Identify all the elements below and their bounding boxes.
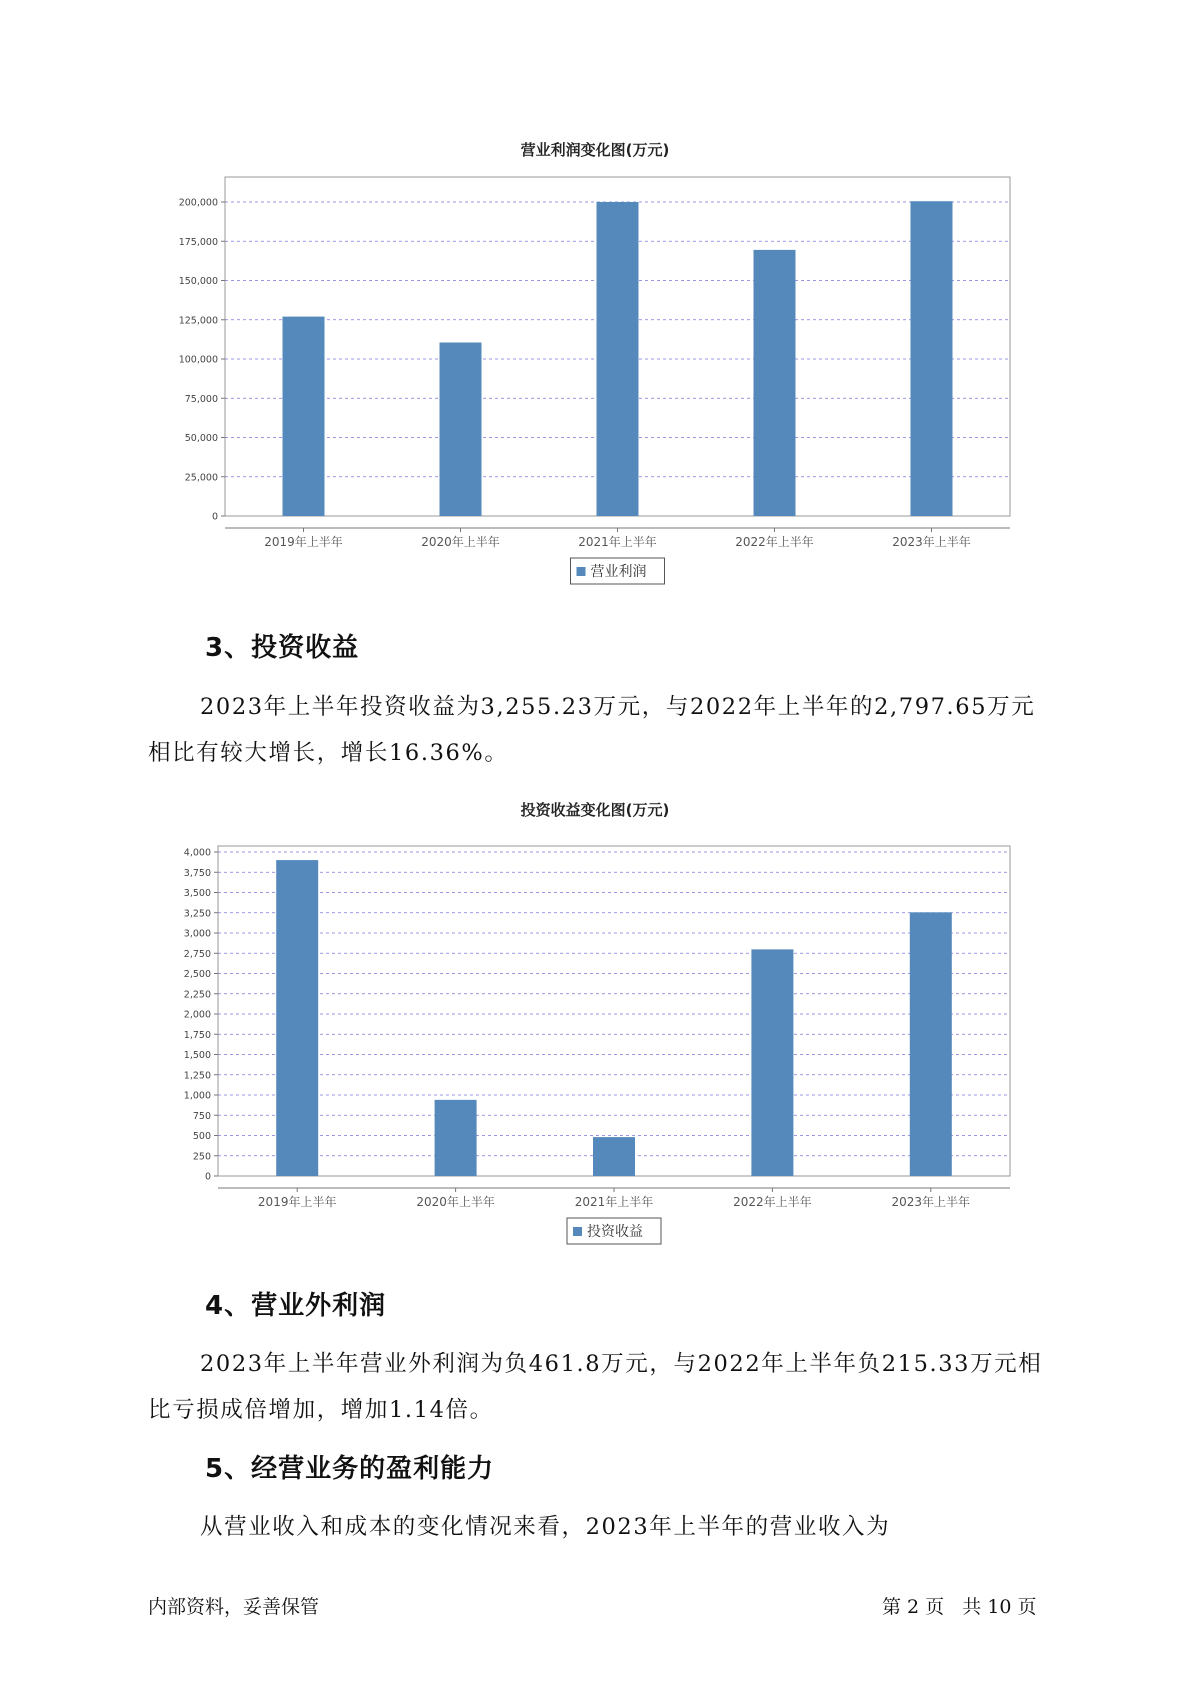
y-tick-label: 3,250 <box>183 908 211 920</box>
legend-swatch <box>573 1227 582 1236</box>
y-tick-label: 2,750 <box>183 948 211 960</box>
y-tick-label: 3,000 <box>183 928 211 940</box>
y-tick-label: 3,750 <box>183 867 211 879</box>
operating-profit-chart <box>0 130 1191 600</box>
footer-page-number: 第 2 页 共 10 页 <box>882 1596 1037 1618</box>
y-tick-label: 1,750 <box>183 1029 211 1041</box>
bar <box>283 317 325 516</box>
investment-income-chart-svg <box>0 790 1191 1260</box>
y-tick-label: 200,000 <box>178 197 218 209</box>
bar <box>751 949 793 1176</box>
x-tick-label: 2023年上半年 <box>892 535 971 549</box>
investment-income-chart <box>0 790 1191 1260</box>
y-tick-label: 750 <box>192 1110 211 1122</box>
bar <box>440 343 482 516</box>
bar <box>911 201 953 516</box>
legend-label: 营业利润 <box>590 564 647 580</box>
legend-swatch <box>577 567 586 576</box>
chart-title: 营业利润变化图(万元) <box>520 141 670 159</box>
x-tick-label: 2020年上半年 <box>421 535 500 549</box>
y-tick-label: 0 <box>204 1171 211 1183</box>
y-tick-label: 25,000 <box>184 472 218 484</box>
footer-confidential-note: 内部资料，妥善保管 <box>148 1596 320 1618</box>
x-tick-label: 2022年上半年 <box>733 1195 812 1209</box>
section-paragraph-non-operating-profit: 2023年上半年营业外利润为负461.8万元，与2022年上半年负215.33万元相比亏损成倍增加，增加1.14倍。 <box>148 1351 1043 1423</box>
y-tick-label: 3,500 <box>183 888 211 899</box>
chart-title: 投资收益变化图(万元) <box>520 801 670 819</box>
x-tick-label: 2019年上半年 <box>264 535 343 549</box>
bar <box>593 1137 635 1176</box>
y-tick-label: 175,000 <box>178 236 218 248</box>
bar <box>276 860 318 1176</box>
y-tick-label: 150,000 <box>178 276 218 287</box>
bar <box>435 1100 477 1176</box>
bar <box>597 202 639 516</box>
section-heading-non-operating-profit: 4、营业外利润 <box>205 1291 387 1321</box>
y-tick-label: 0 <box>211 511 218 523</box>
y-tick-label: 4,000 <box>183 847 211 859</box>
section-heading-profitability: 5、经营业务的盈利能力 <box>205 1454 495 1484</box>
bar <box>754 250 796 516</box>
x-tick-label: 2021年上半年 <box>578 535 657 549</box>
x-tick-label: 2019年上半年 <box>257 1195 337 1209</box>
operating-profit-chart-svg <box>0 130 1191 600</box>
y-tick-label: 2,000 <box>183 1009 211 1021</box>
y-tick-label: 2,250 <box>183 989 211 1001</box>
legend-label: 投资收益 <box>587 1224 643 1240</box>
y-tick-label: 2,500 <box>183 969 211 980</box>
section-paragraph-profitability: 从营业收入和成本的变化情况来看，2023年上半年的营业收入为 <box>200 1514 891 1540</box>
x-tick-label: 2020年上半年 <box>416 1195 495 1209</box>
y-tick-label: 1,500 <box>183 1050 211 1061</box>
y-tick-label: 1,000 <box>183 1090 211 1102</box>
plot-area <box>218 846 1010 1176</box>
section-heading-investment-income: 3、投资收益 <box>205 633 360 663</box>
y-tick-label: 1,250 <box>183 1070 211 1082</box>
x-tick-label: 2021年上半年 <box>574 1195 654 1209</box>
x-tick-label: 2023年上半年 <box>891 1195 971 1209</box>
y-tick-label: 75,000 <box>184 393 218 405</box>
section-paragraph-investment-income: 2023年上半年投资收益为3,255.23万元，与2022年上半年的2,797.65万元相比有较大增长，增长16.36%。 <box>148 694 1036 766</box>
y-tick-label: 50,000 <box>184 433 218 444</box>
x-tick-label: 2022年上半年 <box>735 535 814 549</box>
bar <box>910 912 952 1176</box>
y-tick-label: 100,000 <box>178 354 218 366</box>
y-tick-label: 500 <box>192 1131 211 1142</box>
y-tick-label: 250 <box>192 1151 211 1163</box>
y-tick-label: 125,000 <box>178 315 218 327</box>
